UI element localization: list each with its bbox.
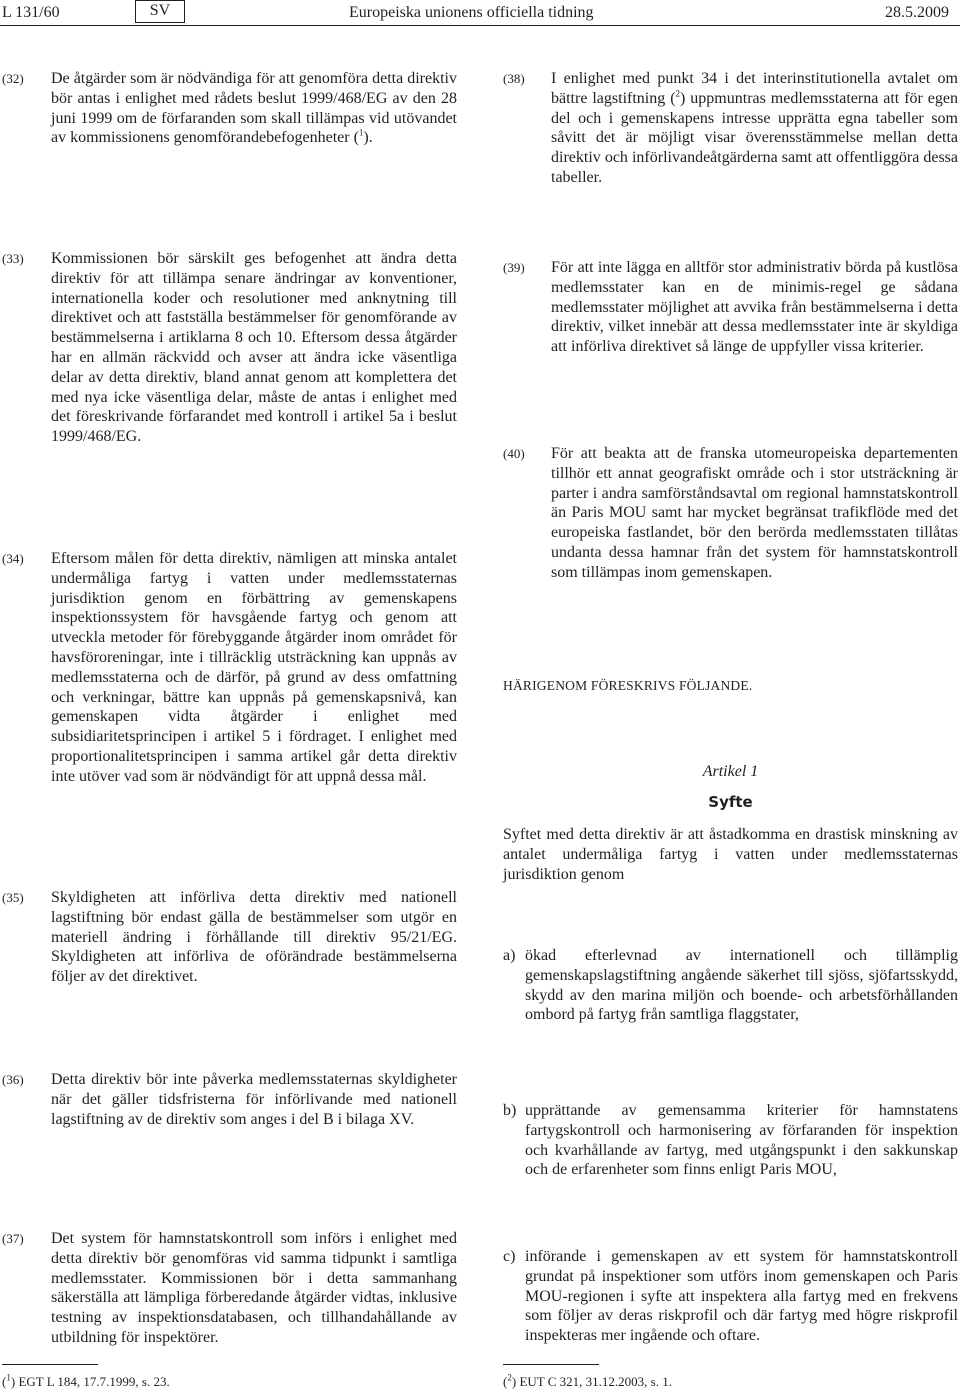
recital-text: Eftersom målen för detta direktiv, nämligen att minska antalet undermåliga fartyg i vatten under medlemsstaternas jurisdiktion genom en förbättring av gemenskapens inspektionssystem för havsgående fartyg och genom att utveckla metoder för förebyggande åtgärder inom området för havsföroreningar, inte i tillräcklig utsträckning kan uppnås av medlemsstaterna och de därför, på grund av dess omfattning och verkningar, bättre kan uppnås på gemenskapsnivå, kan gemenskapen vidta åtgärder i enlighet med subsidiaritetsprincipen i artikel 5 i fördraget. I enlighet med proportionalitetsprincipen i samma artikel går detta direktiv inte utöver vad som är nödvändigt för att uppnå dessa mål. xyxy=(51,550,457,785)
footnote-rule xyxy=(503,1364,599,1365)
footnote-ref[interactable]: 2 xyxy=(675,88,681,99)
list-label: c) xyxy=(503,1248,516,1265)
footnote-rule xyxy=(2,1364,98,1365)
publication-date: 28.5.2009 xyxy=(885,4,949,21)
recital-number: (36) xyxy=(2,1072,24,1087)
list-text: upprättande av gemensamma kriterier för hamnstatens fartygskontroll och harmonisering av förfaranden för inspektion och kvarhållande av fartyg, med utgångspunkt i den sakkunskap och de erfarenheter som finns enligt Paris MOU, xyxy=(525,1102,958,1179)
recital-number: (33) xyxy=(2,251,24,266)
recital-text: De åtgärder som är nödvändiga för att genomföra detta direktiv bör antas i enlighet med rådets beslut 1999/468/EG av den 28 juni 1999 om de förfaranden som skall tillämpas vid utövandet av kommissionens genomförandebefogenheter ($^1$). xyxy=(51,70,457,147)
recital-number: (32) xyxy=(2,71,24,86)
journal-title: Europeiska unionens officiella tidning xyxy=(349,4,594,21)
recital-number: (40) xyxy=(503,446,525,461)
list-label: a) xyxy=(503,947,516,964)
language-badge: SV xyxy=(135,0,185,23)
recital-text: Skyldigheten att införliva detta direktiv med nationell lagstiftning bör endast gälla de bestämmelser som utgör en materiell ändring i förhållande till direktiv 95/21/EG. Skyldigheten att införliva de oförändrade bestämmelserna följer av det direktivet. xyxy=(51,889,457,986)
recital-text: Det system för hamnstatskontroll som införs i enlighet med detta direktiv bör genomföras vid samma tidpunkt i samtliga medlemsstater. Kommissionen bör i detta sammanhang säkerställa att lämpliga förberedande åtgärder vidtas, inklusive testning av inspektionsdatabasen, och tillhandahållande av utbildning för inspektörer. xyxy=(51,1230,457,1346)
recital-number: (37) xyxy=(2,1231,24,1246)
recital-text: Detta direktiv bör inte påverka medlemsstaternas skyldigheter när det gäller tidsfristerna för införlivande med nationell lagstiftning av de direktiv som anges i del B i bilaga XV. xyxy=(51,1071,457,1128)
recital-text: För att beakta att de franska utomeuropeiska departementen tillhör ett annat geografiskt område och i stor utsträckning är parter i andra samförståndsavtal om regional hamnstatskontroll än Paris MOU samt har mycket begränsat trafikflöde med det europeiska fastlandet, bör den berörda medlemsstaten tillåtas undanta dessa hamnar från det system för hamnstatskontroll som tillämpas inom gemenskapen. xyxy=(551,445,958,581)
recital-number: (39) xyxy=(503,260,525,275)
footnote-2: ($^2$) EUT C 321, 31.12.2003, s. 1. xyxy=(503,1372,672,1389)
recital-text: Kommissionen bör särskilt ges befogenhet att ändra detta direktiv för att tillämpa senare ändringar av konventioner, internationella koder och resolutioner med anknytning till direktivet och att fastställa bestämmelser för genomförande av bestämmelserna i artiklarna 8 och 10. Eftersom dessa åtgärder har en allmän räckvidd och avser att ändra icke väsentliga delar av detta direktiv, bland annat genom att komplettera det med nya icke väsentliga delar, måste de antas i enlighet med det föreskrivande förfarandet med kontroll i artikel 5a i beslut 1999/468/EG. xyxy=(51,250,457,446)
enacting-formula: HÄRIGENOM FÖRESKRIVS FÖLJANDE. xyxy=(503,678,753,693)
footnote-ref[interactable]: 1 xyxy=(358,128,364,139)
recital-number: (35) xyxy=(2,890,24,905)
list-label: b) xyxy=(503,1102,517,1119)
article-intro: Syftet med detta direktiv är att åstadkomma en drastisk minskning av antalet undermåliga fartyg i vatten under medlemsstaternas jurisdiktion genom xyxy=(503,826,958,883)
list-text: införande i gemenskapen av ett system för hamnstatskontroll grundat på inspektioner som utförs inom gemenskapen och Paris MOU-regionen i syfte att inspektera alla fartyg med en frekvens som följer av deras riskprofil och där fartyg med högre riskprofil inspekteras mer ingående och oftare. xyxy=(525,1248,958,1345)
article-number: Artikel 1 xyxy=(702,763,759,780)
page-reference: L 131/60 xyxy=(2,4,60,21)
recital-number: (38) xyxy=(503,71,525,86)
article-title: Syfte xyxy=(708,793,753,811)
recital-text: För att inte lägga en alltför stor administrativ börda på kustlösa medlemsstater kan en de minimis-regel ge sådana medlemsstater möjlighet att avvika från bestämmelserna i detta direktiv, vilket innebär att dessa medlemsstater inte är skyldiga att införliva direktivet så länge de uppfyller vissa kriterier. xyxy=(551,259,958,356)
list-text: ökad efterlevnad av internationell och tillämplig gemenskapslagstiftning angående säkerhet till sjöss, sjöfartsskydd, skydd av den marina miljön och boende- och arbetsförhållanden ombord på fartyg från samtliga flaggstater, xyxy=(525,947,958,1024)
recital-number: (34) xyxy=(2,551,24,566)
header-rule xyxy=(0,25,960,26)
footnote-1: ($^1$) EGT L 184, 17.7.1999, s. 23. xyxy=(2,1372,170,1389)
recital-text: I enlighet med punkt 34 i det interinstitutionella avtalet om bättre lagstiftning ($^2$) uppmuntras medlemsstaterna att för egen del och i gemenskapens intresse upprätta egna tabeller som såvitt det är möjligt visar överensstämmelse mellan detta direktiv och införlivandeåtgärderna samt att offentliggöra dessa tabeller. xyxy=(551,70,958,186)
